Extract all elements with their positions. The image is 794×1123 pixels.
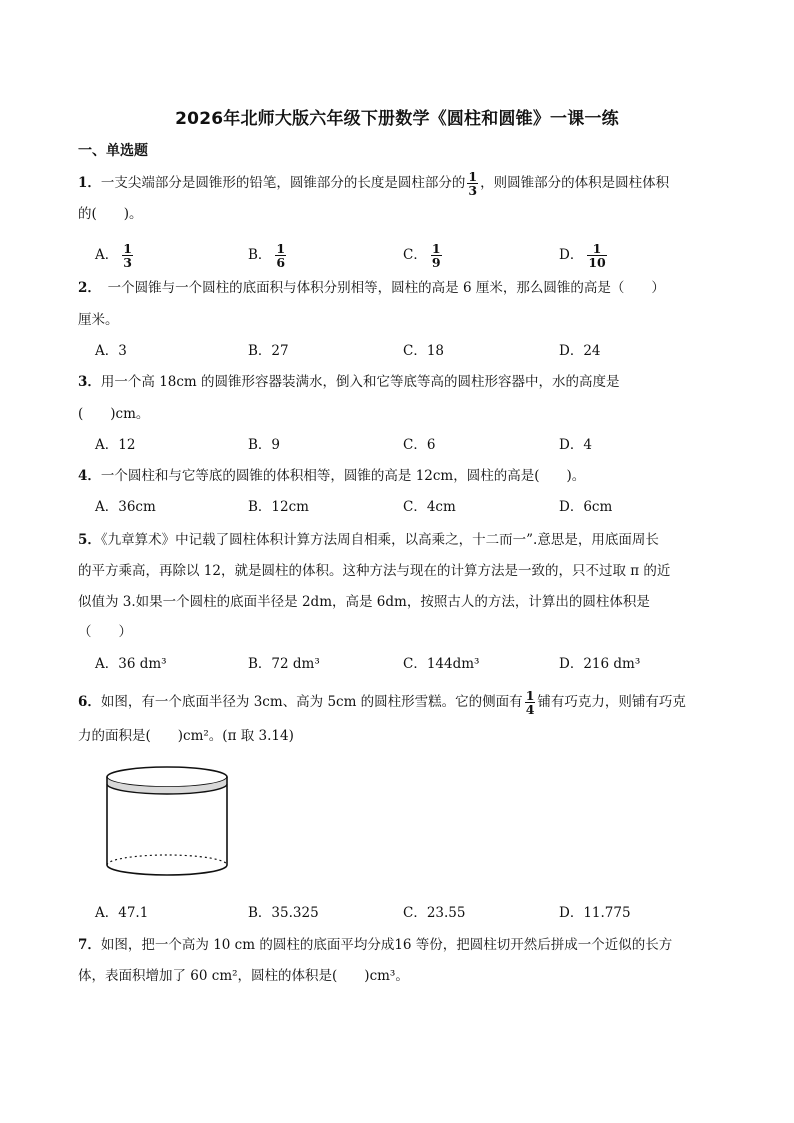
cylinder-figure bbox=[104, 760, 232, 882]
page-title: 2026年北师大版六年级下册数学《圆柱和圆锥》一课一练 bbox=[175, 109, 619, 129]
q6-option-d: D．11.775 bbox=[559, 905, 631, 921]
q5-option-d: D．216 dm³ bbox=[559, 656, 641, 672]
section-heading: 一、单选题 bbox=[78, 143, 148, 159]
q3-option-c: C．6 bbox=[403, 437, 436, 453]
q4-option-b: B．12cm bbox=[248, 499, 309, 515]
q7-line2: 体，表面积增加了 60 cm²，圆柱的体积是( )cm³。 bbox=[78, 968, 409, 984]
q6-line2: 力的面积是( )cm²。(π 取 3.14) bbox=[78, 728, 294, 744]
q1-line1 bbox=[78, 170, 669, 197]
q5-option-b: B．72 dm³ bbox=[248, 656, 320, 672]
q6-option-c: C．23.55 bbox=[403, 905, 466, 921]
q1-option-c: C． $\frac{1}{9}$ bbox=[403, 241, 441, 270]
q6-line1: 6．如图，有一个底面半径为 3cm、高为 5cm 的圆柱形雪糕。它的侧面有 $\frac{1}{4}$ 铺有巧克力，则铺有巧克 bbox=[78, 688, 686, 717]
q1-line2: 的( )。 bbox=[78, 206, 143, 222]
q2-option-d: D．24 bbox=[559, 343, 601, 359]
q4-option-d: D．6cm bbox=[559, 499, 613, 515]
q5-line1: 5．《九章算术》中记载了圆柱体积计算方法周自相乘，以高乘之，十二而一”.意思是，用底面周长 bbox=[78, 532, 659, 548]
q1-text-b: ，则圆锥部分的体积是圆柱体积 bbox=[480, 175, 670, 191]
q1-option-d: D． $\frac{1}{10}$ bbox=[559, 241, 606, 270]
q7-line1: 7．如图，把一个高为 10 cm 的圆柱的底面平均分成16 等份，把圆柱切开然后拼成一个近似的长方 bbox=[78, 937, 673, 953]
q3-option-a: A．12 bbox=[95, 437, 136, 453]
q3-line1: 3．用一个高 18cm 的圆锥形容器装满水，倒入和它等底等高的圆柱形容器中，水的高度是 bbox=[78, 374, 620, 390]
q5-option-c: C．144dm³ bbox=[403, 656, 480, 672]
q2-option-c: C．18 bbox=[403, 343, 445, 359]
q3-option-b: B．9 bbox=[248, 437, 281, 453]
q3-option-d: D．4 bbox=[559, 437, 592, 453]
q1-number: 1． bbox=[78, 175, 101, 191]
cylinder-bottom-back bbox=[107, 855, 227, 865]
q4-option-c: C．4cm bbox=[403, 499, 456, 515]
cylinder-bottom-front bbox=[107, 865, 227, 875]
q5-line2: 的平方乘高，再除以 12，就是圆柱的体积。这种方法与现在的计算方法是一致的，只不过取 π 的近 bbox=[78, 563, 671, 579]
q2-option-b: B．27 bbox=[248, 343, 289, 359]
q1-fraction: $\frac{1}{3}$ bbox=[468, 169, 478, 198]
q1-option-b: B． $\frac{1}{6}$ bbox=[248, 241, 286, 270]
q2-option-a: A．3 bbox=[95, 343, 127, 359]
q6-option-a: A．47.1 bbox=[95, 905, 149, 921]
q1-option-a: A． $\frac{1}{3}$ bbox=[95, 241, 132, 270]
q4-option-a: A．36cm bbox=[95, 499, 156, 515]
q4-line1: 4．一个圆柱和与它等底的圆锥的体积相等，圆锥的高是 12cm，圆柱的高是( )。 bbox=[78, 468, 586, 484]
q2-line1: 2． 一个圆锥与一个圆柱的底面积与体积分别相等，圆柱的高是 6 厘米，那么圆锥的高是（ ） bbox=[78, 280, 665, 296]
cylinder-top-ellipse bbox=[107, 767, 227, 787]
q3-line2: ( )cm。 bbox=[78, 406, 150, 422]
q1-text-a: 一支尖端部分是圆锥形的铅笔，圆锥部分的长度是圆柱部分的 bbox=[100, 175, 466, 191]
q5-line3: 似值为 3.如果一个圆柱的底面半径是 2dm，高是 6dm，按照古人的方法，计算出的圆柱体积是 bbox=[78, 594, 650, 610]
q6-option-b: B．35.325 bbox=[248, 905, 319, 921]
q6-fraction: $\frac{1}{4}$ bbox=[525, 688, 535, 717]
q5-option-a: A．36 dm³ bbox=[95, 656, 167, 672]
q2-line2: 厘米。 bbox=[78, 312, 119, 328]
q5-line4: （ ） bbox=[78, 624, 132, 640]
